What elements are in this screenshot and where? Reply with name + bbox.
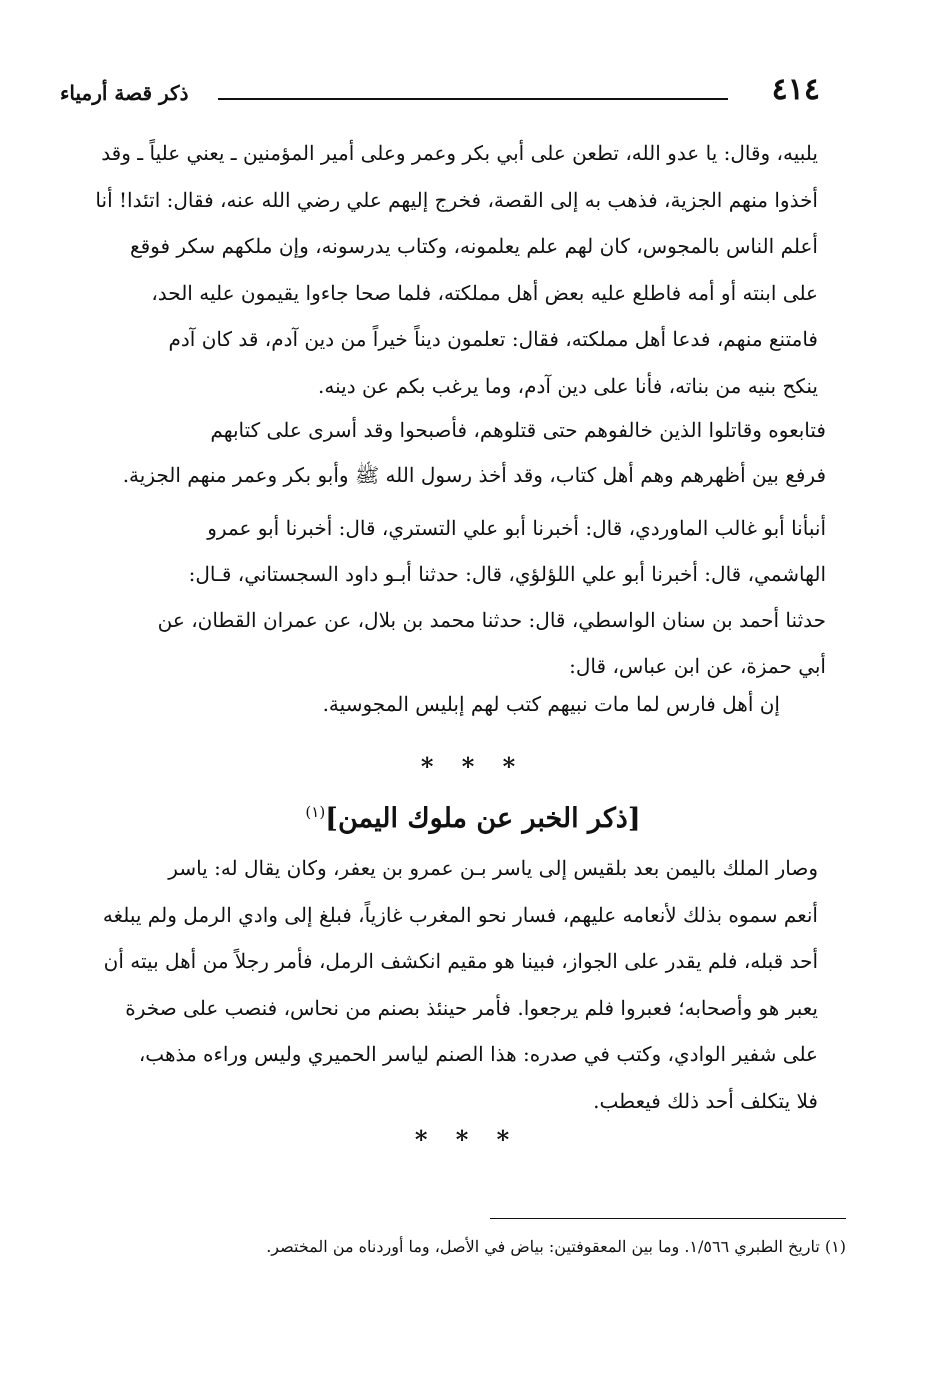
- footnote-reference: (١): [305, 803, 326, 821]
- page-number: ٤١٤: [771, 72, 820, 107]
- paragraph-2: [82, 408, 826, 498]
- running-title: ذكر قصة أرمياء: [60, 81, 189, 105]
- text-line: أبي حمزة، عن ابن عباس، قال:: [569, 654, 826, 678]
- text-line: فامتنع منهم، فدعا أهل مملكته، فقال: تعلمون ديناً خيراً من دين آدم، قد كان آدم: [168, 327, 818, 351]
- section-separator: * * *: [420, 752, 526, 781]
- section-separator: * * *: [414, 1125, 520, 1154]
- page-header: [60, 70, 820, 114]
- paragraph-4-quote: [250, 684, 780, 724]
- text-line: حدثنا أحمد بن سنان الواسطي، قال: حدثنا محمد بن بلال، عن عمران القطان، عن: [157, 608, 826, 632]
- text-line: أعلم الناس بالمجوس، كان لهم علم يعلمونه، وكتاب يدرسونه، وإن ملكهم سكر فوقع: [129, 234, 818, 258]
- text-line: يلبيه، وقال: يا عدو الله، تطعن على أبي بكر وعمر وعلى أمير المؤمنين ـ يعني علياً ـ وقد: [101, 141, 818, 165]
- text-line: فتابعوه وقاتلوا الذين خالفوهم حتى قتلوهم، فأصبحوا وقد أسرى على كتابهم: [210, 418, 826, 442]
- text-line: الهاشمي، قال: أخبرنا أبو علي اللؤلؤي، قال: حدثنا أبـو داود السجستاني، قـال:: [188, 562, 826, 586]
- text-line: إن أهل فارس لما مات نبيهم كتب لهم إبليس المجوسية.: [322, 692, 780, 716]
- paragraph-5: [82, 845, 818, 1124]
- text-line: أحد قبله، فلم يقدر على الجواز، فبينا هو مقيم انكشف الرمل، فأمر رجلاً من أهل بيته أن: [103, 949, 818, 973]
- section-heading: [0, 790, 946, 841]
- text-line: يعبر هو وأصحابه؛ فعبروا فلم يرجعوا. فأمر حينئذ بصنم من نحاس، فنصب على صخرة: [125, 995, 818, 1020]
- header-rule: [218, 98, 728, 100]
- text-line: فرفع بين أظهرهم وهم أهل كتاب، وقد أخذ رسول الله ﷺ وأبو بكر وعمر منهم الجزية.: [122, 463, 826, 487]
- text-line: وصار الملك باليمن بعد بلقيس إلى ياسر بـن عمرو بن يعفر، وكان يقال له: ياسر: [168, 856, 818, 880]
- text-line: فلا يتكلف أحد ذلك فيعطب.: [593, 1088, 818, 1113]
- text-line: على ابنته أو أمه فاطلع عليه بعض أهل مملكته، فلما صحا جاءوا يقيمون عليه الحد،: [151, 280, 818, 305]
- text-line: أنبأنا أبو غالب الماوردي، قال: أخبرنا أبو علي التستري، قال: أخبرنا أبو عمرو: [207, 516, 826, 540]
- paragraph-1: [82, 130, 818, 409]
- footnote: (١) تاريخ الطبري ١/٥٦٦. وما بين المعقوفتين: بياض في الأصل، وما أوردناه من المختصر.: [266, 1237, 846, 1256]
- text-line: ينكح بنيه من بناته، فأنا على دين آدم، وما يرغب بكم عن دينه.: [318, 373, 818, 398]
- footnote-rule: [490, 1218, 846, 1219]
- text-line: أخذوا منهم الجزية، فذهب به إلى القصة، فخرج إليهم علي رضي الله عنه، فقال: اتئدا! أنا: [95, 187, 818, 212]
- text-line: على شفير الوادي، وكتب في صدره: هذا الصنم لياسر الحميري وليس وراءه مذهب،: [138, 1042, 818, 1066]
- paragraph-3-isnad: [82, 505, 826, 689]
- section-heading-text: [ذكر الخبر عن ملوك اليمن]: [325, 803, 641, 834]
- text-line: أنعم سموه بذلك لأنعامه عليهم، فسار نحو المغرب غازياً، فبلغ إلى وادي الرمل ولم يبلغه: [102, 902, 818, 927]
